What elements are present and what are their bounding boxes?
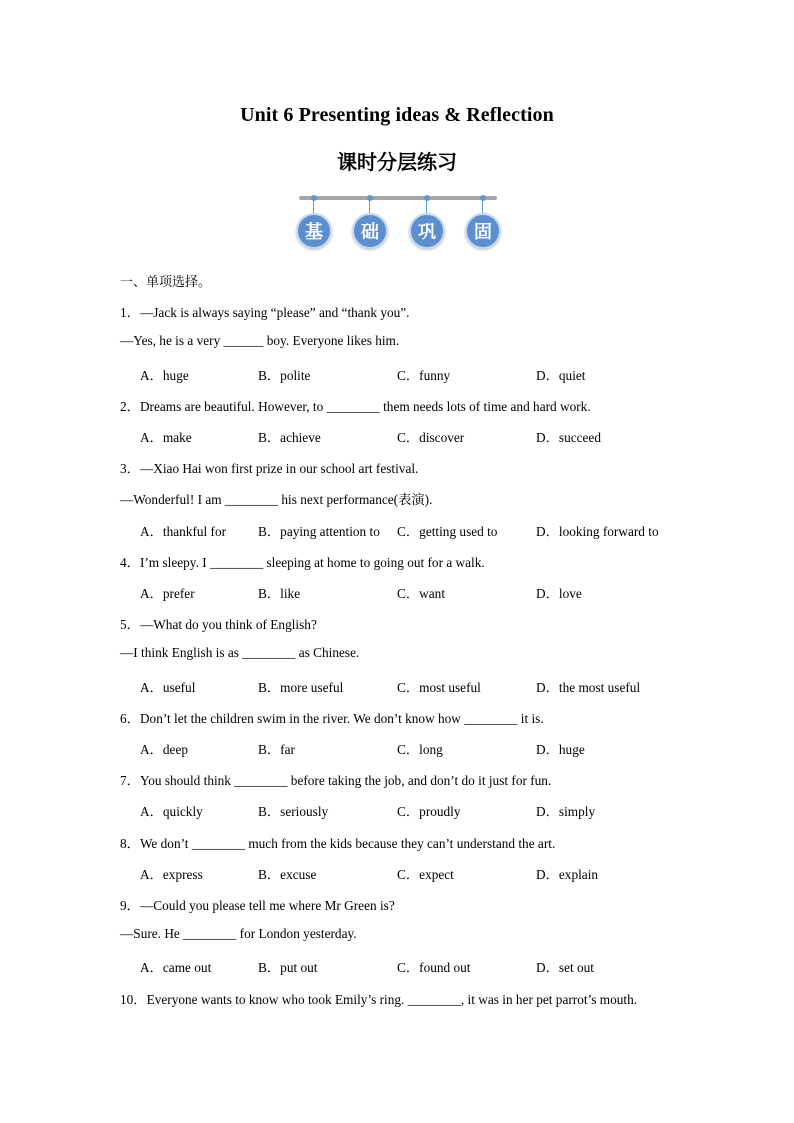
- option-c[interactable]: C．expect: [397, 867, 454, 882]
- option-a[interactable]: A．express: [140, 867, 203, 882]
- option-d[interactable]: D．huge: [536, 742, 585, 757]
- page-title: Unit 6 Presenting ideas & Reflection: [240, 104, 554, 126]
- banner-badge: 巩: [409, 213, 445, 249]
- option-b[interactable]: B．polite: [258, 368, 311, 383]
- option-b[interactable]: B．more useful: [258, 680, 344, 695]
- section-heading: 一、单项选择。: [120, 275, 212, 290]
- option-a[interactable]: A．deep: [140, 742, 188, 757]
- question-text: 4．I’m sleepy. I ________ sleeping at home to going out for a walk.: [120, 555, 485, 570]
- option-b[interactable]: B．put out: [258, 960, 318, 975]
- option-d[interactable]: D．looking forward to: [536, 524, 659, 539]
- option-row: [140, 365, 700, 383]
- question-text: —Wonderful! I am ________ his next performance(表演).: [120, 492, 433, 507]
- question-text: 5．—What do you think of English?: [120, 617, 317, 632]
- option-row: [140, 739, 700, 757]
- option-b[interactable]: B．paying attention to: [258, 524, 380, 539]
- question-text: —Sure. He ________ for London yesterday.: [120, 926, 357, 941]
- option-c[interactable]: C．long: [397, 742, 443, 757]
- option-a[interactable]: A．make: [140, 430, 192, 445]
- banner-pin: [311, 195, 317, 201]
- page-subtitle: 课时分层练习: [337, 150, 457, 174]
- option-c[interactable]: C．funny: [397, 368, 451, 383]
- option-d[interactable]: D．simply: [536, 804, 596, 819]
- banner-bar: [299, 196, 497, 200]
- option-b[interactable]: B．excuse: [258, 867, 317, 882]
- banner-pin: [424, 195, 430, 201]
- option-d[interactable]: D．the most useful: [536, 680, 641, 695]
- question-text: 7．You should think ________ before taking the job, and don’t do it just for fun.: [120, 773, 552, 788]
- banner-stem: [426, 200, 427, 214]
- option-d[interactable]: D．love: [536, 586, 582, 601]
- option-c[interactable]: C．proudly: [397, 804, 461, 819]
- option-c[interactable]: C．getting used to: [397, 524, 498, 539]
- question-text: 10．Everyone wants to know who took Emily’s ring. ________, it was in her pet parrot’s mouth.: [120, 992, 638, 1007]
- question-text: 3．—Xiao Hai won first prize in our school art festival.: [120, 461, 419, 476]
- option-row: [140, 864, 700, 882]
- option-d[interactable]: D．quiet: [536, 368, 586, 383]
- question-text: —I think English is as ________ as Chinese.: [120, 645, 360, 660]
- banner-badge: 固: [465, 213, 501, 249]
- option-a[interactable]: A．useful: [140, 680, 196, 695]
- question-text: 2．Dreams are beautiful. However, to ________ them needs lots of time and hard work.: [120, 399, 591, 414]
- banner-stem: [482, 200, 483, 214]
- option-d[interactable]: D．succeed: [536, 430, 601, 445]
- option-b[interactable]: B．like: [258, 586, 301, 601]
- question-text: 1．—Jack is always saying “please” and “thank you”.: [120, 305, 410, 320]
- option-a[interactable]: A．thankful for: [140, 524, 227, 539]
- banner-stem: [369, 200, 370, 214]
- banner-pin: [480, 195, 486, 201]
- question-text: 9．—Could you please tell me where Mr Green is?: [120, 898, 395, 913]
- option-row: [140, 677, 700, 695]
- option-row: [140, 583, 700, 601]
- option-c[interactable]: C．most useful: [397, 680, 481, 695]
- question-text: —Yes, he is a very ______ boy. Everyone likes him.: [120, 333, 400, 348]
- banner-pin: [367, 195, 373, 201]
- option-a[interactable]: A．quickly: [140, 804, 203, 819]
- option-a[interactable]: A．prefer: [140, 586, 195, 601]
- option-row: [140, 521, 700, 539]
- option-d[interactable]: D．set out: [536, 960, 594, 975]
- option-c[interactable]: C．discover: [397, 430, 465, 445]
- option-d[interactable]: D．explain: [536, 867, 599, 882]
- banner-stem: [313, 200, 314, 214]
- option-a[interactable]: A．came out: [140, 960, 212, 975]
- option-b[interactable]: B．far: [258, 742, 295, 757]
- option-row: [140, 801, 700, 819]
- option-b[interactable]: B．seriously: [258, 804, 329, 819]
- banner-badge: 础: [352, 213, 388, 249]
- option-a[interactable]: A．huge: [140, 368, 189, 383]
- option-b[interactable]: B．achieve: [258, 430, 321, 445]
- option-row: [140, 427, 700, 445]
- option-c[interactable]: C．found out: [397, 960, 471, 975]
- banner-badge: 基: [296, 213, 332, 249]
- question-text: 6．Don’t let the children swim in the river. We don’t know how ________ it is.: [120, 711, 544, 726]
- option-row: [140, 957, 700, 975]
- section-banner: [296, 193, 500, 251]
- option-c[interactable]: C．want: [397, 586, 446, 601]
- question-text: 8．We don’t ________ much from the kids because they can’t understand the art.: [120, 836, 556, 851]
